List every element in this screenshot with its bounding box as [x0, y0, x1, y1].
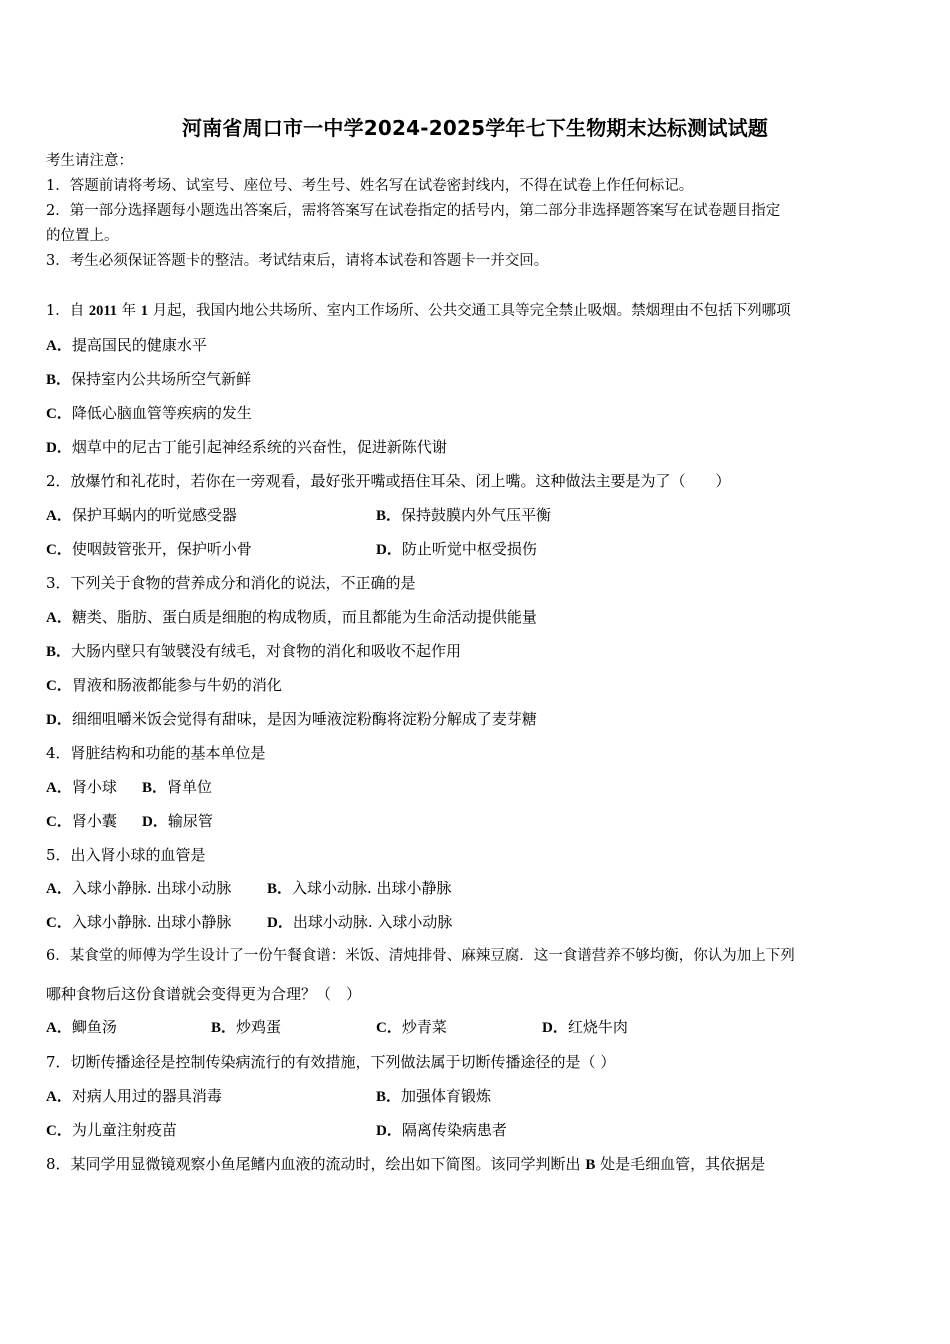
q6-option-d: D．红烧牛肉 — [542, 1018, 628, 1036]
question-3-stem: 3．下列关于食物的营养成分和消化的说法，不正确的是 — [46, 574, 416, 592]
q5-option-d: D．出球小动脉. 入球小动脉 — [267, 913, 453, 931]
q2-option-d: D．防止听觉中枢受损伤 — [376, 540, 537, 558]
q1-option-b: B．保持室内公共场所空气新鲜 — [46, 370, 252, 388]
q4-option-a: A．肾小球 — [46, 778, 117, 796]
q4-option-d: D．输尿管 — [142, 812, 213, 830]
question-7-stem: 7．切断传播途径是控制传染病流行的有效措施，下列做法属于切断传播途径的是（ ） — [46, 1053, 616, 1071]
q1-option-d: D．烟草中的尼古丁能引起神经系统的兴奋性，促进新陈代谢 — [46, 438, 447, 456]
q3-option-c: C．胃液和肠液都能参与牛奶的消化 — [46, 676, 282, 694]
q6-option-a: A．鲫鱼汤 — [46, 1018, 117, 1036]
q3-option-a: A．糖类、脂肪、蛋白质是细胞的构成物质，而且都能为生命活动提供能量 — [46, 608, 537, 626]
question-6-stem-cont: 哪种食物后这份食谱就会变得更为合理？（ ） — [46, 985, 362, 1003]
question-8-stem: 8．某同学用显微镜观察小鱼尾鳍内血液的流动时，绘出如下简图。该同学判断出 B 处是毛细血管，其依据是 — [46, 1155, 766, 1173]
exam-title: 河南省周口市一中学2024-2025学年七下生物期末达标测试试题 — [181, 116, 769, 140]
q5-option-c: C．入球小静脉. 出球小静脉 — [46, 913, 232, 931]
q1-option-a: A．提高国民的健康水平 — [46, 336, 207, 354]
notice-item-1: 1．答题前请将考场、试室号、座位号、考生号、姓名写在试卷密封线内，不得在试卷上作任何标记。 — [46, 178, 694, 194]
notice-item-2-cont: 的位置上。 — [46, 228, 119, 244]
q5-option-b: B．入球小动脉. 出球小静脉 — [267, 879, 452, 897]
q1-option-c: C．降低心脑血管等疾病的发生 — [46, 404, 252, 422]
notice-item-2: 2．第一部分选择题每小题选出答案后，需将答案写在试卷指定的括号内，第二部分非选择题答案写在试卷题目指定 — [46, 203, 781, 219]
question-6-stem: 6．某食堂的师傅为学生设计了一份午餐食谱：米饭、清炖排骨、麻辣豆腐．这一食谱营养不够均衡，你认为加上下列 — [46, 948, 795, 964]
notice-item-3: 3．考生必须保证答题卡的整洁。考试结束后，请将本试卷和答题卡一并交回。 — [46, 253, 549, 269]
q6-option-b: B．炒鸡蛋 — [211, 1018, 282, 1036]
question-2-stem: 2．放爆竹和礼花时，若你在一旁观看，最好张开嘴或捂住耳朵、闭上嘴。这种做法主要是为了（ ） — [46, 472, 731, 490]
q2-option-c: C．使咽鼓管张开，保护听小骨 — [46, 540, 252, 558]
notice-heading: 考生请注意： — [46, 153, 133, 169]
q7-option-c: C．为儿童注射疫苗 — [46, 1121, 177, 1139]
q2-option-a: A．保护耳蜗内的听觉感受器 — [46, 506, 237, 524]
q2-option-b: B．保持鼓膜内外气压平衡 — [376, 506, 552, 524]
q6-option-c: C．炒青菜 — [376, 1018, 447, 1036]
q7-option-d: D．隔离传染病患者 — [376, 1121, 507, 1139]
q3-option-b: B．大肠内壁只有皱襞没有绒毛，对食物的消化和吸收不起作用 — [46, 642, 462, 660]
q4-option-b: B．肾单位 — [142, 778, 213, 796]
question-5-stem: 5．出入肾小球的血管是 — [46, 846, 206, 864]
question-1-stem: 1．自 2011 年 1 月起，我国内地公共场所、室内工作场所、公共交通工具等完全禁止吸烟。禁烟理由不包括下列哪项 — [46, 303, 791, 319]
q4-option-c: C．肾小囊 — [46, 812, 117, 830]
question-4-stem: 4．肾脏结构和功能的基本单位是 — [46, 744, 266, 762]
q7-option-a: A．对病人用过的器具消毒 — [46, 1087, 222, 1105]
q5-option-a: A．入球小静脉. 出球小动脉 — [46, 879, 232, 897]
q3-option-d: D．细细咀嚼米饭会觉得有甜味，是因为唾液淀粉酶将淀粉分解成了麦芽糖 — [46, 710, 537, 728]
q7-option-b: B．加强体育锻炼 — [376, 1087, 492, 1105]
